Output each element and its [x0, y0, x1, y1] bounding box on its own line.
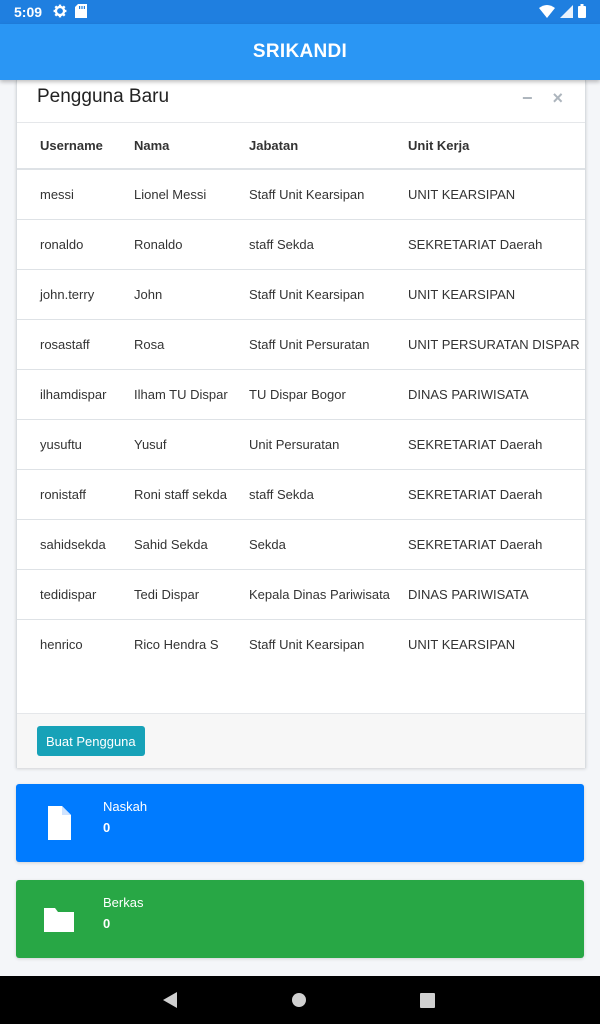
- cell-nama: Rico Hendra S: [134, 620, 249, 670]
- cell-username: yusuftu: [17, 420, 134, 470]
- table-row: [17, 420, 585, 470]
- table-row: [17, 620, 585, 670]
- cell-jabatan: staff Sekda: [249, 220, 408, 270]
- table-row: [17, 470, 585, 520]
- cell-unit-kerja: UNIT KEARSIPAN: [408, 270, 585, 320]
- cell-username: messi: [17, 169, 134, 220]
- cell-jabatan: TU Dispar Bogor: [249, 370, 408, 420]
- cell-unit-kerja: SEKRETARIAT Daerah: [408, 520, 585, 570]
- cell-username: ronistaff: [17, 470, 134, 520]
- cell-unit-kerja: SEKRETARIAT Daerah: [408, 470, 585, 520]
- cell-unit-kerja: UNIT KEARSIPAN: [408, 169, 585, 220]
- berkas-info-box[interactable]: [16, 880, 584, 958]
- card-footer: [17, 713, 585, 768]
- cell-unit-kerja: DINAS PARIWISATA: [408, 570, 585, 620]
- berkas-label: Berkas: [103, 895, 144, 910]
- cell-nama: Sahid Sekda: [134, 520, 249, 570]
- card-header: [17, 80, 585, 123]
- wifi-icon: [539, 5, 555, 18]
- table-row: [17, 320, 585, 370]
- cell-nama: Tedi Dispar: [134, 570, 249, 620]
- create-user-button[interactable]: Buat Pengguna: [37, 726, 145, 756]
- cell-jabatan: Sekda: [249, 520, 408, 570]
- cell-nama: Ronaldo: [134, 220, 249, 270]
- cell-jabatan: Kepala Dinas Pariwisata: [249, 570, 408, 620]
- cell-username: ronaldo: [17, 220, 134, 270]
- cell-unit-kerja: SEKRETARIAT Daerah: [408, 220, 585, 270]
- cell-unit-kerja: UNIT PERSURATAN DISPAR: [408, 320, 585, 370]
- cell-username: john.terry: [17, 270, 134, 320]
- cell-username: sahidsekda: [17, 520, 134, 570]
- naskah-info-box[interactable]: [16, 784, 584, 862]
- status-bar: [0, 0, 600, 24]
- signal-icon: [560, 5, 573, 18]
- table-row: [17, 270, 585, 320]
- cell-jabatan: staff Sekda: [249, 470, 408, 520]
- recents-icon[interactable]: [420, 993, 435, 1008]
- sd-card-icon: [75, 4, 87, 18]
- table-row: [17, 169, 585, 220]
- cell-username: henrico: [17, 620, 134, 670]
- home-icon[interactable]: [291, 992, 307, 1008]
- table-row: [17, 220, 585, 270]
- cell-username: rosastaff: [17, 320, 134, 370]
- cell-unit-kerja: SEKRETARIAT Daerah: [408, 420, 585, 470]
- cell-jabatan: Staff Unit Persuratan: [249, 320, 408, 370]
- table-row: [17, 370, 585, 420]
- cell-unit-kerja: UNIT KEARSIPAN: [408, 620, 585, 670]
- cell-nama: John: [134, 270, 249, 320]
- table-header-row: [17, 122, 585, 169]
- cell-username: tedidispar: [17, 570, 134, 620]
- column-header-username: Username: [17, 122, 134, 169]
- berkas-count: 0: [103, 916, 111, 931]
- cell-jabatan: Staff Unit Kearsipan: [249, 270, 408, 320]
- settings-icon: [53, 4, 67, 18]
- column-header-unit-kerja: Unit Kerja: [408, 122, 585, 169]
- cell-nama: Ilham TU Dispar: [134, 370, 249, 420]
- folder-icon: [42, 902, 76, 936]
- naskah-count: 0: [103, 820, 111, 835]
- users-table: [17, 122, 585, 669]
- cell-nama: Lionel Messi: [134, 169, 249, 220]
- app-bar: [0, 24, 600, 80]
- close-button[interactable]: ×: [552, 88, 563, 108]
- status-time: 5:09: [14, 4, 43, 20]
- new-users-card: [16, 80, 586, 768]
- navigation-bar: [0, 976, 600, 1024]
- cell-jabatan: Unit Persuratan: [249, 420, 408, 470]
- cell-unit-kerja: DINAS PARIWISATA: [408, 370, 585, 420]
- column-header-nama: Nama: [134, 122, 249, 169]
- cell-nama: Yusuf: [134, 420, 249, 470]
- battery-icon: [578, 4, 586, 18]
- cell-jabatan: Staff Unit Kearsipan: [249, 169, 408, 220]
- cell-nama: Roni staff sekda: [134, 470, 249, 520]
- minimize-button[interactable]: −: [521, 88, 533, 108]
- cell-nama: Rosa: [134, 320, 249, 370]
- table-row: [17, 570, 585, 620]
- card-title: Pengguna Baru: [37, 86, 170, 107]
- content-area[interactable]: [0, 80, 600, 976]
- table-row: [17, 520, 585, 570]
- column-header-jabatan: Jabatan: [249, 122, 408, 169]
- cell-jabatan: Staff Unit Kearsipan: [249, 620, 408, 670]
- file-icon: [42, 806, 76, 840]
- cell-username: ilhamdispar: [17, 370, 134, 420]
- app-title: SRIKANDI: [252, 41, 348, 62]
- back-icon[interactable]: [161, 991, 179, 1009]
- naskah-label: Naskah: [103, 799, 148, 814]
